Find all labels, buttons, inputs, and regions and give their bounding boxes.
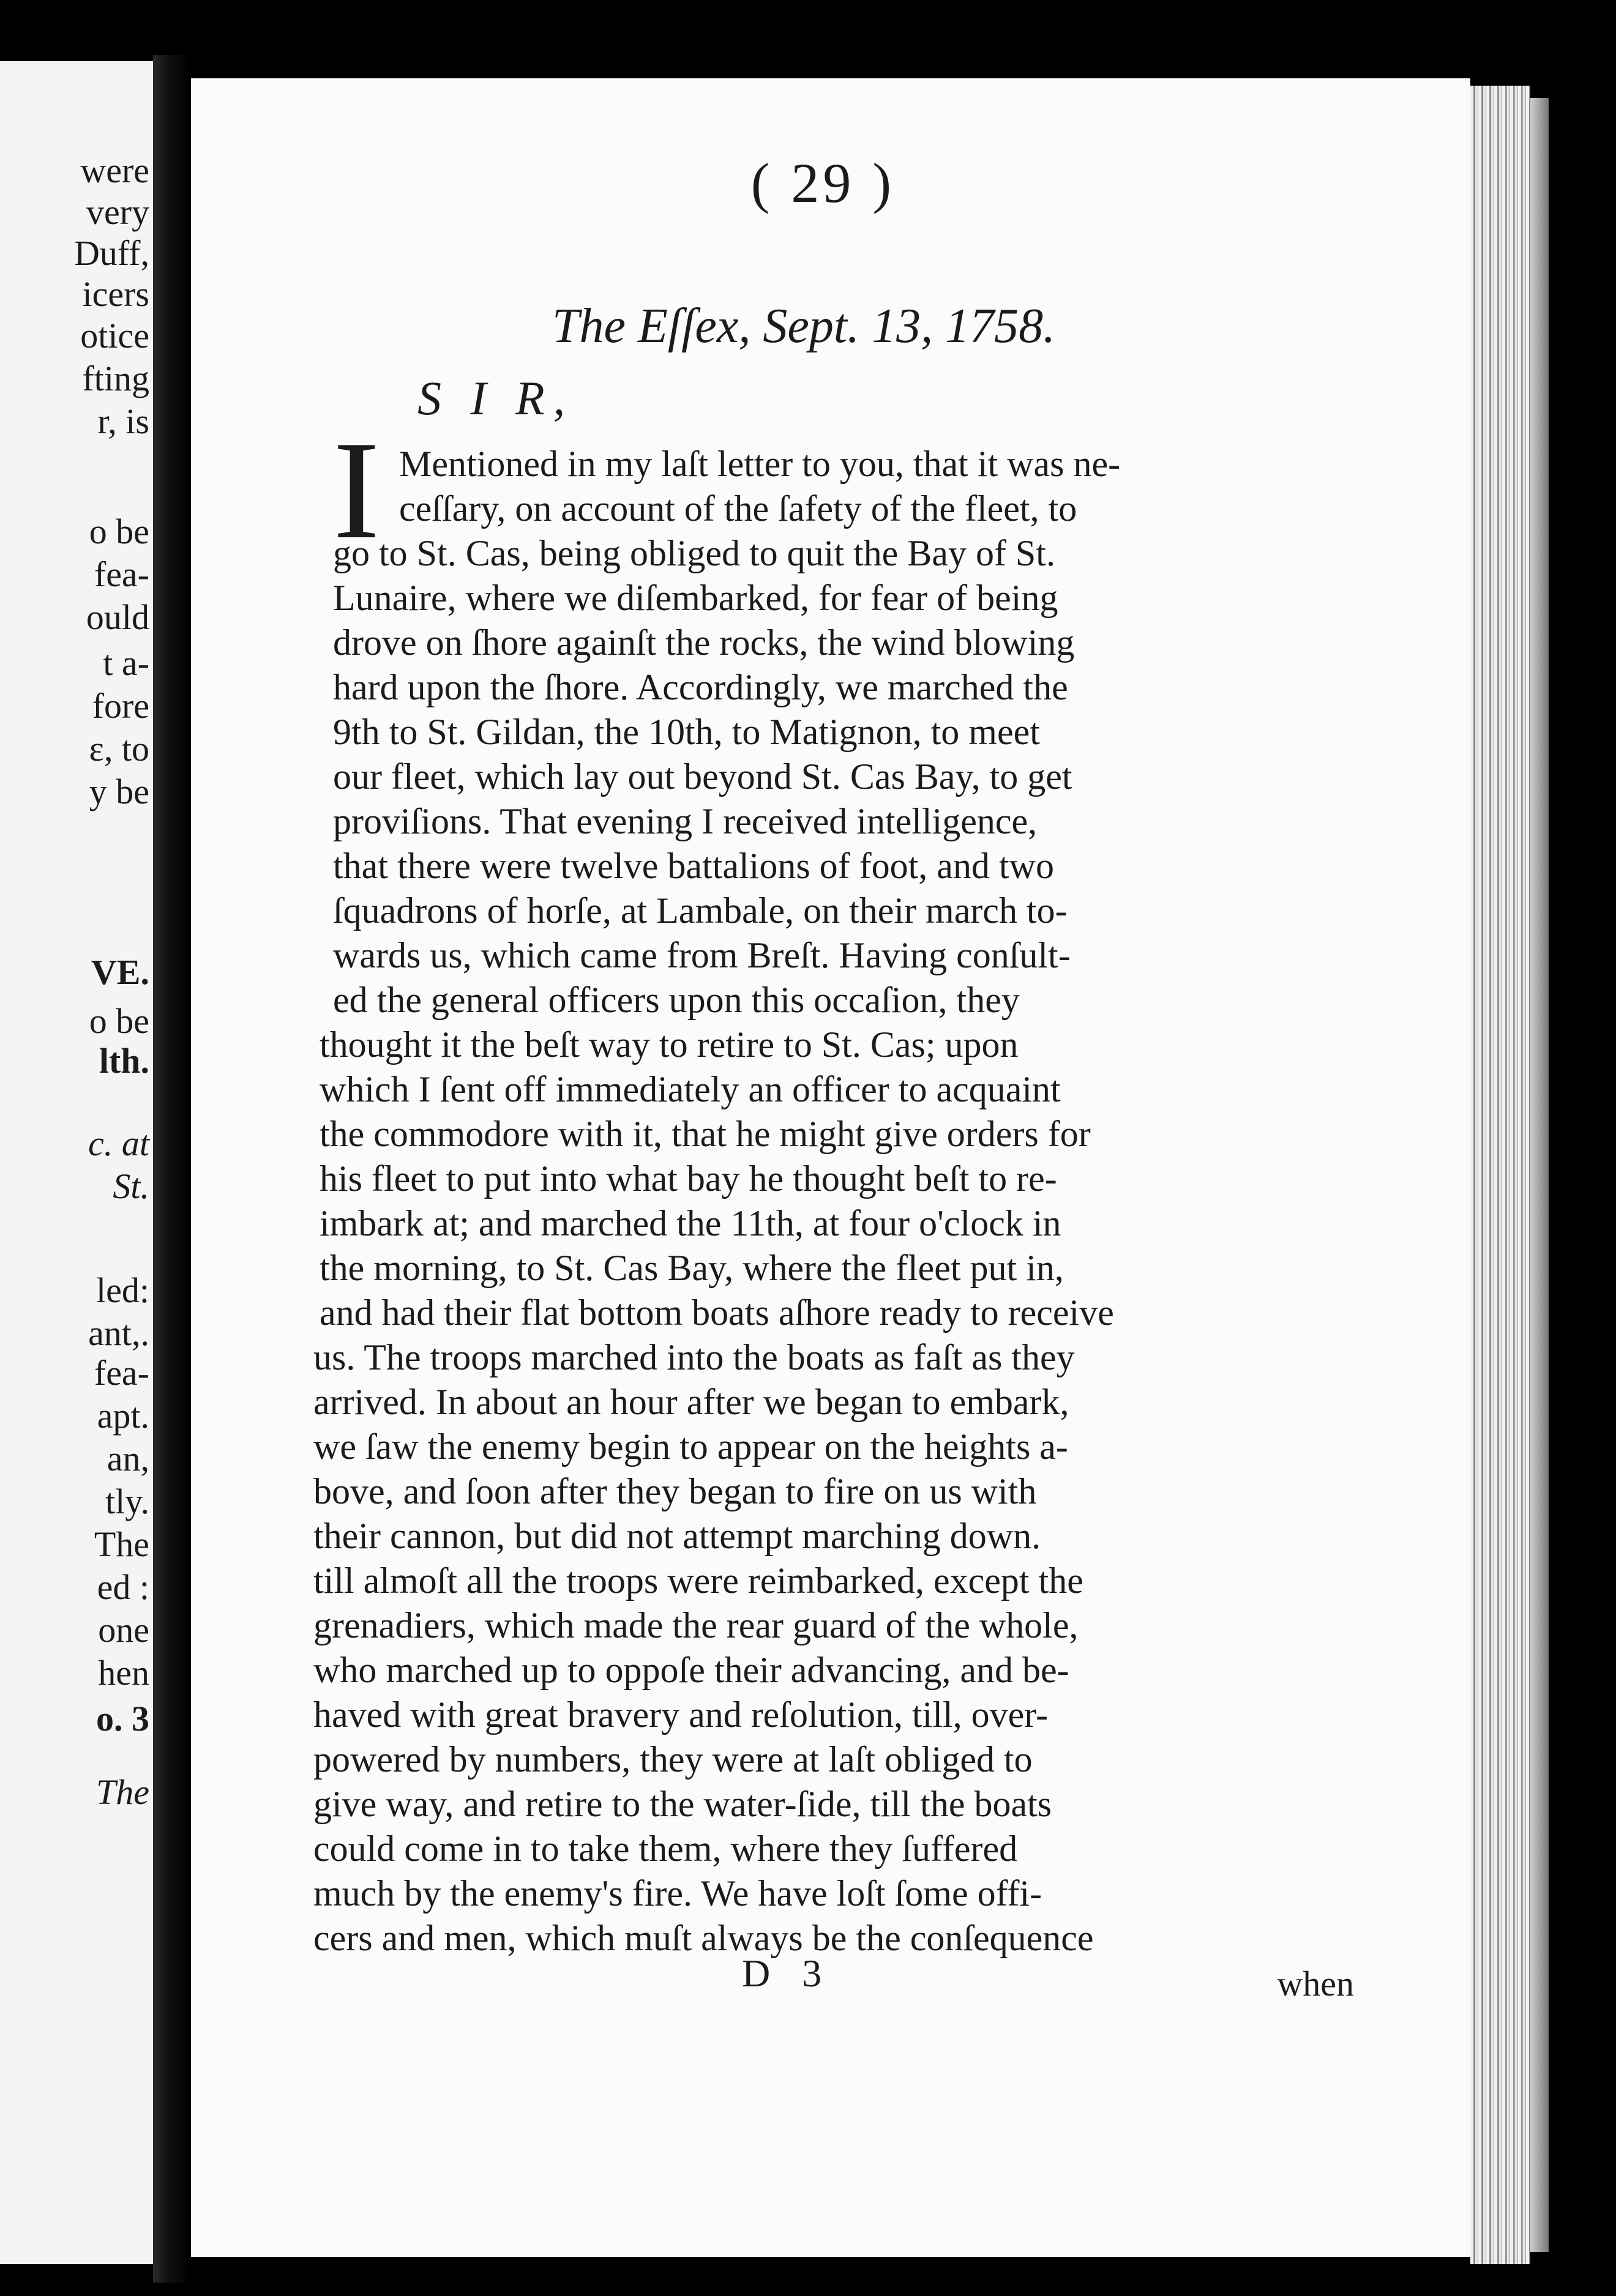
left-page-line: one xyxy=(98,1610,149,1650)
body-text-line: their cannon, but did not attempt marching down. xyxy=(313,1516,1041,1556)
body-text-line: powered by numbers, they were at laſt obliged to xyxy=(313,1739,1033,1780)
body-text-line: cers and men, which muſt always be the conſequence xyxy=(313,1918,1094,1958)
book-page xyxy=(191,78,1470,2257)
left-page-line: St. xyxy=(113,1166,149,1206)
left-page-line: fting xyxy=(82,359,149,398)
page-number: ( 29 ) xyxy=(750,152,895,214)
body-text-line: his fleet to put into what bay he thought beſt to re- xyxy=(320,1158,1057,1199)
body-text-line: that there were twelve battalions of foot, and two xyxy=(333,846,1054,886)
left-page-line: ould xyxy=(86,597,149,637)
left-page-line: were xyxy=(80,151,149,190)
left-page-line: r, is xyxy=(97,401,149,441)
left-page-line: fea- xyxy=(94,554,149,594)
body-text-line: wards us, which came from Breſt. Having conſult- xyxy=(333,935,1071,975)
body-text-line: till almoſt all the troops were reimbarked, except the xyxy=(313,1560,1083,1601)
left-page-line: otice xyxy=(80,316,149,356)
body-text-line: the morning, to St. Cas Bay, where the fleet put in, xyxy=(320,1248,1064,1288)
page-edges xyxy=(1470,86,1530,2264)
body-text-line: hard upon the ſhore. Accordingly, we marched the xyxy=(333,667,1068,707)
body-text-line: ſquadrons of horſe, at Lambale, on their march to- xyxy=(333,890,1068,931)
body-text-line: much by the enemy's fire. We have loſt ſome offi- xyxy=(313,1873,1042,1914)
left-page-line: very xyxy=(86,192,149,232)
left-page-line: led: xyxy=(96,1270,149,1310)
left-page-line: o. 3 xyxy=(96,1699,149,1739)
body-text-line: Lunaire, where we diſembarked, for fear of being xyxy=(333,578,1058,618)
body-text-line: we ſaw the enemy begin to appear on the heights a- xyxy=(313,1426,1068,1467)
signature-mark: D 3 xyxy=(742,1951,833,1995)
body-text-line: the commodore with it, that he might give orders for xyxy=(320,1114,1091,1154)
left-page-line: icers xyxy=(82,274,149,314)
left-page-line: fore xyxy=(92,686,149,726)
left-page-line: VE. xyxy=(91,952,149,992)
left-page-line: lth. xyxy=(99,1041,149,1081)
left-facing-page xyxy=(0,61,153,2264)
body-text-line: give way, and retire to the water-ſide, till the boats xyxy=(313,1784,1052,1824)
body-text-line: go to St. Cas, being obliged to quit the Bay of St. xyxy=(333,533,1055,573)
left-page-line: apt. xyxy=(97,1396,149,1436)
body-text-line: ceſſary, on account of the ſafety of the fleet, to xyxy=(399,488,1077,529)
drop-cap: I xyxy=(333,412,380,568)
body-text-line: thought it the beſt way to retire to St. Cas; upon xyxy=(320,1024,1019,1065)
body-text-line: arrived. In about an hour after we began to embark, xyxy=(313,1382,1069,1422)
left-page-line: The xyxy=(96,1772,149,1812)
body-text-line: could come in to take them, where they ſuffered xyxy=(313,1828,1018,1869)
left-page-line: tly. xyxy=(105,1482,149,1521)
body-text-line: grenadiers, which made the rear guard of the whole, xyxy=(313,1605,1079,1646)
book-cover-edge xyxy=(1530,98,1549,2252)
body-text-line: Mentioned in my laſt letter to you, that it was ne- xyxy=(399,444,1121,484)
left-page-line: o be xyxy=(89,512,149,551)
body-text-line: imbark at; and marched the 11th, at four o'clock in xyxy=(320,1203,1061,1243)
body-text-line: and had their flat bottom boats aſhore ready to receive xyxy=(320,1292,1114,1333)
left-page-line: The xyxy=(94,1524,149,1564)
body-text-line: proviſions. That evening I received intelligence, xyxy=(333,801,1038,841)
left-page-line: o be xyxy=(89,1001,149,1041)
catchword: when xyxy=(1277,1964,1354,2003)
letter-salutation: S I R, xyxy=(417,371,574,425)
body-text-line: bove, and ſoon after they began to fire on us with xyxy=(313,1471,1037,1511)
left-page-line: fea- xyxy=(94,1353,149,1393)
body-text-line: which I ſent off immediately an officer to acquaint xyxy=(320,1069,1061,1109)
body-text-line: who marched up to oppoſe their advancing, and be- xyxy=(313,1650,1069,1690)
book-gutter xyxy=(153,55,190,2283)
left-page-line: y be xyxy=(89,772,149,811)
left-page-line: ant,. xyxy=(88,1313,149,1353)
left-page-line: ed : xyxy=(97,1567,149,1607)
body-text-line: drove on ſhore againſt the rocks, the wind blowing xyxy=(333,622,1075,663)
body-text-line: us. The troops marched into the boats as faſt as they xyxy=(313,1337,1075,1377)
body-text-line: 9th to St. Gildan, the 10th, to Matignon, to meet xyxy=(333,712,1040,752)
left-page-line: hen xyxy=(98,1653,149,1693)
left-page-line: t a- xyxy=(103,643,149,683)
body-text-line: our fleet, which lay out beyond St. Cas Bay, to get xyxy=(333,756,1072,797)
left-page-line: ɛ, to xyxy=(89,729,149,769)
left-page-line: an, xyxy=(107,1439,149,1478)
body-text-line: ed the general officers upon this occaſion, they xyxy=(333,980,1020,1020)
letter-dateline: The Eſſex, Sept. 13, 1758. xyxy=(552,299,1056,353)
body-text-line: haved with great bravery and reſolution, till, over- xyxy=(313,1694,1049,1735)
left-page-line: c. at xyxy=(88,1124,149,1163)
left-page-line: Duff, xyxy=(74,233,149,273)
